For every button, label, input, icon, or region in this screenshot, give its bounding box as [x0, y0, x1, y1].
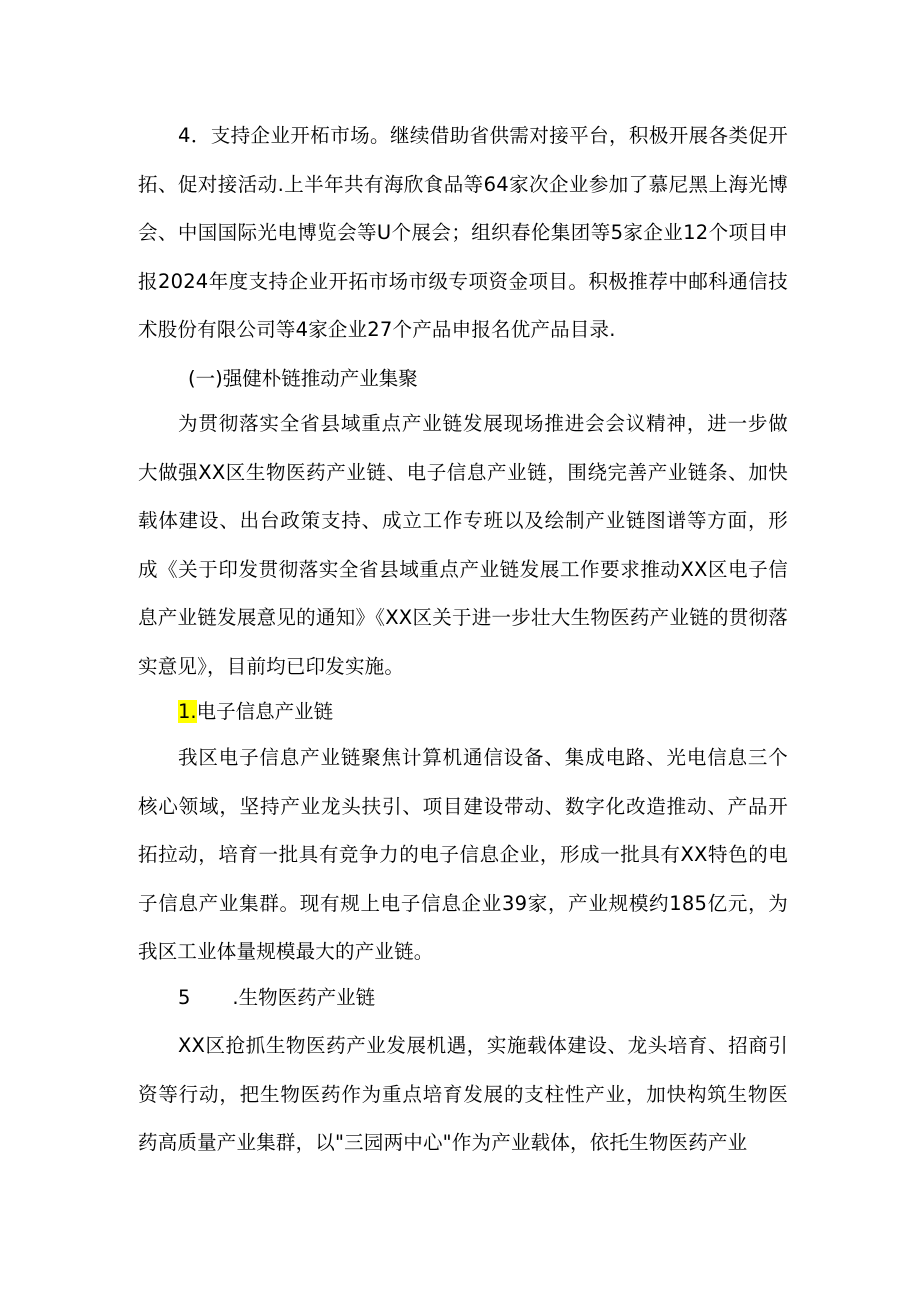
subheading-bio-medicine-chain — [178, 974, 375, 1023]
subheading-bio-text: .生物医药产业链 — [232, 986, 376, 1009]
section-heading-industry-chain: (一)强健朴链推动产业集聚 — [188, 367, 418, 390]
subheading-electronic-text: 电子信息产业链 — [196, 700, 334, 723]
subheading-electronic-info-chain — [178, 688, 333, 737]
paragraph-industry-chain: 为贯彻落实全省县域重点产业链发展现场推进会会议精神，进一步做大做强XX区生物医药产业链、电子信息产业链，围绕完善产业链条、加快载体建设、出台政策支持、成立工作专班以及绘制产业链图谱等方面，形成《关于印发贯彻落实全省县域重点产业链发展工作要求推动XX区电子信息产业链发展意见的通知》《XX区关于进一步壮大生物医药产业链的贯彻落实意见》，目前均已印发实施。 — [138, 412, 788, 678]
paragraph-bio-medicine: XX区抢抓生物医药产业发展机遇，实施载体建设、龙头培育、招商引资等行动，把生物医药作为重点培育发展的支柱性产业，加快构筑生物医药高质量产业集群，以"三园两中心"作为产业载体，依托生物医药产业 — [138, 1034, 788, 1155]
paragraph-market-expansion: 4．支持企业开柘市场。继续借助省供需对接平台，积极开展各类促开拓、促对接活动.上半年共有海欣食品等64家次企业参加了慕尼黑上海光博会、中国国际光电博览会等U个展会；组织春伦集团等5家企业12个项目申报2024年度支持企业开拓市场市级专项资金项目。积极推荐中邮科通信技术股份有限公司等4家企业27个产品申报名优产品目录. — [138, 124, 788, 342]
subheading-bio-number: 5 — [178, 986, 191, 1009]
highlighted-number: 1. — [178, 700, 197, 723]
paragraph-electronic-info: 我区电子信息产业链聚焦计算机通信设备、集成电路、光电信息三个核心领域，坚持产业龙头扶引、项目建设带动、数字化改造推动、产品开拓拉动，培育一批具有竞争力的电子信息企业，形成一批具有XX特色的电子信息产业集群。现有规上电子信息企业39家，产业规模约185亿元，为我区工业体量规模最大的产业链。 — [138, 746, 788, 964]
